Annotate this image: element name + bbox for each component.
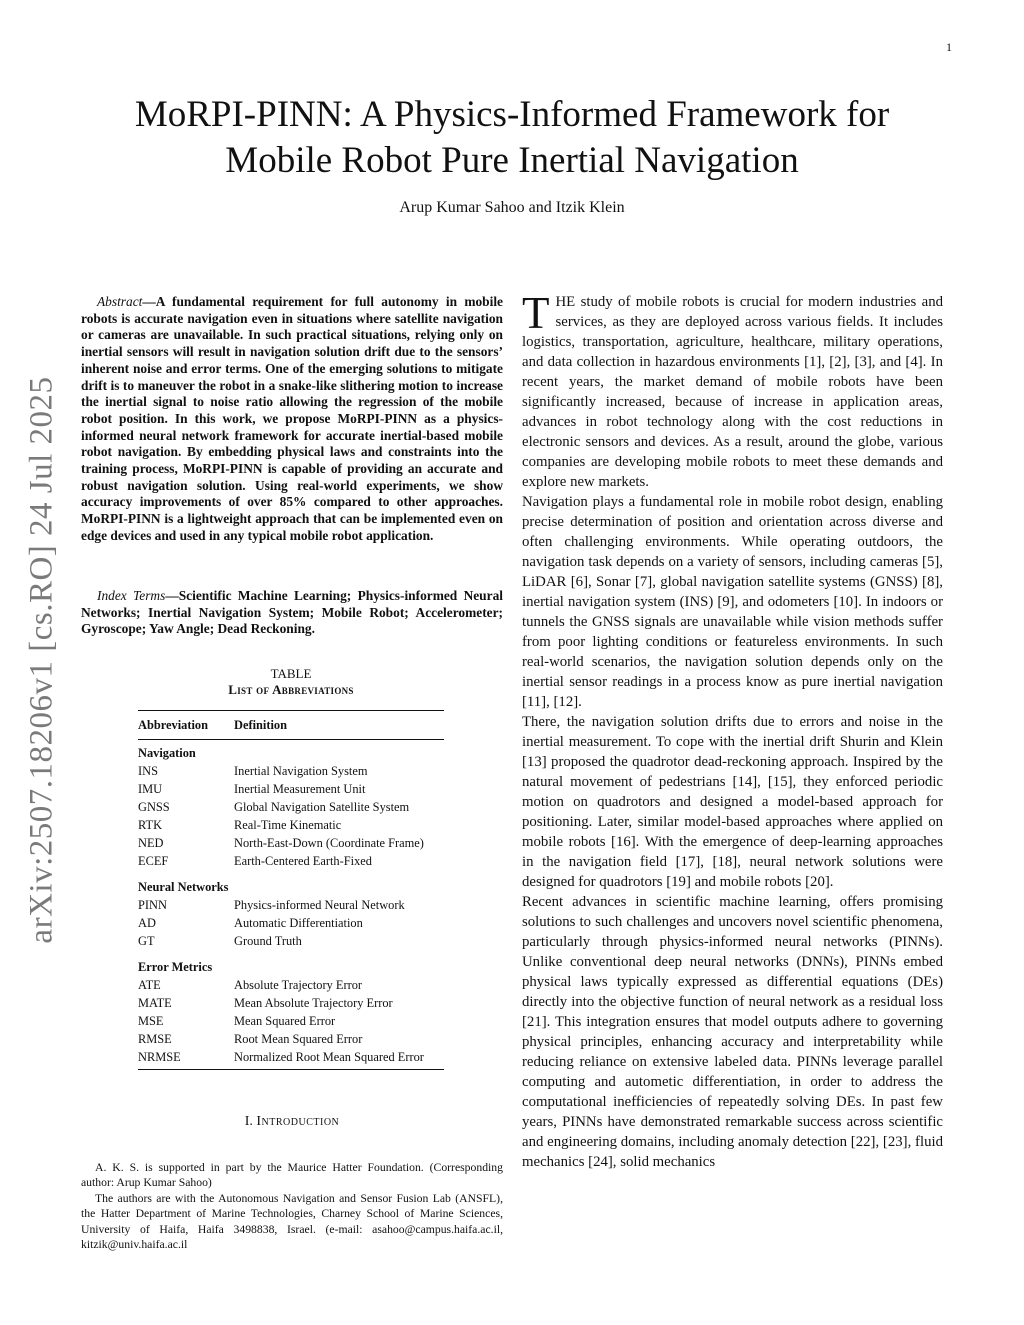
table-row (138, 976, 444, 994)
footnote-affiliation: The authors are with the Autonomous Navigation and Sensor Fusion Lab (ANSFL), the Hatter Department of Marine Technologies, Charney School of Marine Sciences, University of Haifa, Haifa 3498838, Israel. (e-mail: asahoo@campus.haifa.ac.il, kitzik@univ.haifa.ac.il (81, 1191, 503, 1252)
table-cell: IMU (138, 782, 163, 796)
table-cell: GT (138, 934, 155, 948)
table-row (138, 762, 444, 780)
abstract-text: —A fundamental requirement for full autonomy in mobile robots is accurate navigation even in situations where satellite navigation or cameras are unavailable. In such practical situations, relying only on inertial sensors will result in navigation solution drift due to the sensors’ inherent noise and error terms. One of the emerging solutions to mitigate drift is to maneuver the robot in a snake-like slithering motion to increase the inertial signal to noise ratio allowing the regression of the mobile robot position. In this work, we propose MoRPI-PINN as a physics-informed neural network framework for accurate inertial-based mobile robot navigation. By embedding physical laws and constraints into the training process, MoRPI-PINN is capable of providing an accurate and robust navigation solution. Using real-world experiments, we show accuracy improvements of over 85% compared to other approaches. MoRPI-PINN is a lightweight approach that can be implemented even on edge devices and used in any typical mobile robot application. (81, 294, 503, 543)
table-row (138, 1048, 444, 1066)
table-cell: Automatic Differentiation (234, 916, 363, 930)
intro-paragraph-2: Navigation plays a fundamental role in mobile robot design, enabling precise determination of position and orientation across diverse and often challenging environments. While operating outdoors, the navigation task depends on a variety of sensors, including cameras [5], LiDAR [6], Sonar [7], global navigation satellite systems (GNSS) [8], inertial navigation system (INS) [9], and odometers [10]. In indoors or tunnels the GNSS signals are unavailable while vision methods suffer from poor lighting conditions or featureless environments. In such real-world scenarios, the navigation solution depends only on the inertial sensor readings in a process know as pure inertial navigation [11], [12]. (522, 494, 943, 710)
table-cell: Absolute Trajectory Error (234, 978, 363, 992)
table-header-rule (138, 739, 444, 740)
table-cell: North-East-Down (Coordinate Frame) (234, 836, 424, 850)
intro-paragraph-1 (522, 288, 943, 492)
table-cell: ATE (138, 978, 161, 992)
index-terms-label: Index Terms (97, 588, 166, 603)
intro-paragraph-3: There, the navigation solution drifts due to errors and noise in the inertial measurement. To cope with the inertial drift Shurin and Klein [13] proposed the quadrotor dead-reckoning approach. Inspired by the natural movement of pedestrians [14], [15], they enforced periodic motion on quadrotors and designed a model-based approach for positioning. Later, similar model-based approaches where applied on mobile robots [16]. With the emergence of deep-learning approaches in the navigation field [17], [18], neural network solutions were designed for quadrotors [19] and mobile robots [20]. (522, 714, 943, 890)
table-cell: NRMSE (138, 1050, 181, 1064)
table-row (138, 994, 444, 1012)
table-row (138, 798, 444, 816)
table-cell: ECEF (138, 854, 169, 868)
section-title: Introduction (256, 1114, 340, 1129)
footnotes (81, 1160, 503, 1252)
page-number: 1 (946, 40, 952, 54)
table-cell: INS (138, 764, 158, 778)
drop-cap: T (522, 288, 550, 338)
table-cell: GNSS (138, 800, 170, 814)
table-row (138, 896, 444, 914)
table-row (138, 852, 444, 870)
abstract-label: Abstract (97, 294, 143, 309)
title-line-1: MoRPI-PINN: A Physics-Informed Framework for (134, 94, 890, 135)
section-number: I. (244, 1114, 253, 1129)
table-cell: RMSE (138, 1032, 172, 1046)
table-cell: Ground Truth (234, 934, 302, 948)
table-row (138, 1012, 444, 1030)
title-line-2: Mobile Robot Pure Inertial Navigation (225, 140, 799, 181)
table-cell: Mean Squared Error (234, 1014, 336, 1028)
table-cell: Normalized Root Mean Squared Error (234, 1050, 424, 1064)
table-row (138, 780, 444, 798)
table-cell: Real-Time Kinematic (234, 818, 342, 832)
table-row (138, 816, 444, 834)
table-cell: NED (138, 836, 164, 850)
table-cell: Global Navigation Satellite System (234, 800, 410, 814)
table-cell: Inertial Measurement Unit (234, 782, 366, 796)
table-cell: MSE (138, 1014, 164, 1028)
table-header-cell: Definition (234, 718, 288, 732)
intro-paragraph-4: Recent advances in scientific machine learning, offers promising solutions to such challenges and uncovers novel scientific phenomena, particularly through physics-informed neural networks (PINNs). Unlike conventional deep neural networks (DNNs), PINNs embed physical laws typically expressed as differential equations (DEs) directly into the objective function of neural network as a residual loss [21]. This integration ensures that model outputs adhere to governing physical principles, enhancing accuracy and interpretability while reducing reliance on extensive labeled data. PINNs leverage parallel computing and autometic differentiation, in order to address the computational inefficiencies of repeatedly solving DEs. In past few years, PINNs have demonstrated remarkable success across scientific and engineering domains, including anomaly detection [22], [23], fluid mechanics [24], solid mechanics (522, 894, 943, 1170)
table-cell: Physics-informed Neural Network (234, 898, 405, 912)
paper-title (60, 92, 964, 184)
table-cell: MATE (138, 996, 172, 1010)
table-cell: PINN (138, 898, 167, 912)
table-group-heading: Navigation (138, 746, 196, 760)
table-cell: RTK (138, 818, 163, 832)
table-header-row (138, 711, 444, 739)
table-subtitle: List of Abbreviations (228, 682, 354, 697)
table-header-cell: Abbreviation (138, 718, 208, 732)
index-terms (81, 588, 503, 638)
table-cell: Inertial Navigation System (234, 764, 368, 778)
section-heading (81, 1114, 503, 1130)
table-row (138, 834, 444, 852)
table-label: TABLE (270, 666, 312, 681)
table-row (138, 1030, 444, 1048)
index-terms-text: —Scientific Machine Learning; Physics-informed Neural Networks; Inertial Navigation System; Mobile Robot; Accelerometer; Gyroscope; Yaw Angle; Dead Reckoning. (81, 588, 503, 637)
table-row (138, 932, 444, 950)
table-row (138, 914, 444, 932)
abbreviation-table (138, 710, 444, 1070)
author-list: Arup Kumar Sahoo and Itzik Klein (399, 199, 625, 216)
table-group-heading: Neural Networks (138, 880, 229, 894)
table-cell: AD (138, 916, 156, 930)
abstract (81, 294, 503, 545)
intro-paragraph-1-text: HE study of mobile robots is crucial for modern industries and services, as they are deployed across various fields. It includes logistics, transportation, agriculture, healthcare, military operations, and data collection in hazardous environments [1], [2], [3], and [4]. In recent years, the market demand of mobile robots have been significantly increased, because of increase in application areas, advances in robot technology along with the cost reductions in electronic sensors and devices. As a result, around the globe, various companies are developing mobile robots to meet these demands and explore new markets. (522, 294, 943, 490)
introduction-body (522, 288, 943, 1172)
table-bottom-rule (138, 1069, 444, 1070)
footnote-funding: A. K. S. is supported in part by the Maurice Hatter Foundation. (Corresponding author: Arup Kumar Sahoo) (81, 1161, 503, 1190)
arxiv-identifier-stamp: arXiv:2507.18206v1 [cs.RO] 24 Jul 2025 (23, 376, 60, 944)
table-cell: Earth-Centered Earth-Fixed (234, 854, 372, 868)
table-caption (138, 666, 444, 698)
table-cell: Mean Absolute Trajectory Error (234, 996, 393, 1010)
table-group-heading: Error Metrics (138, 960, 213, 974)
table-cell: Root Mean Squared Error (234, 1032, 363, 1046)
